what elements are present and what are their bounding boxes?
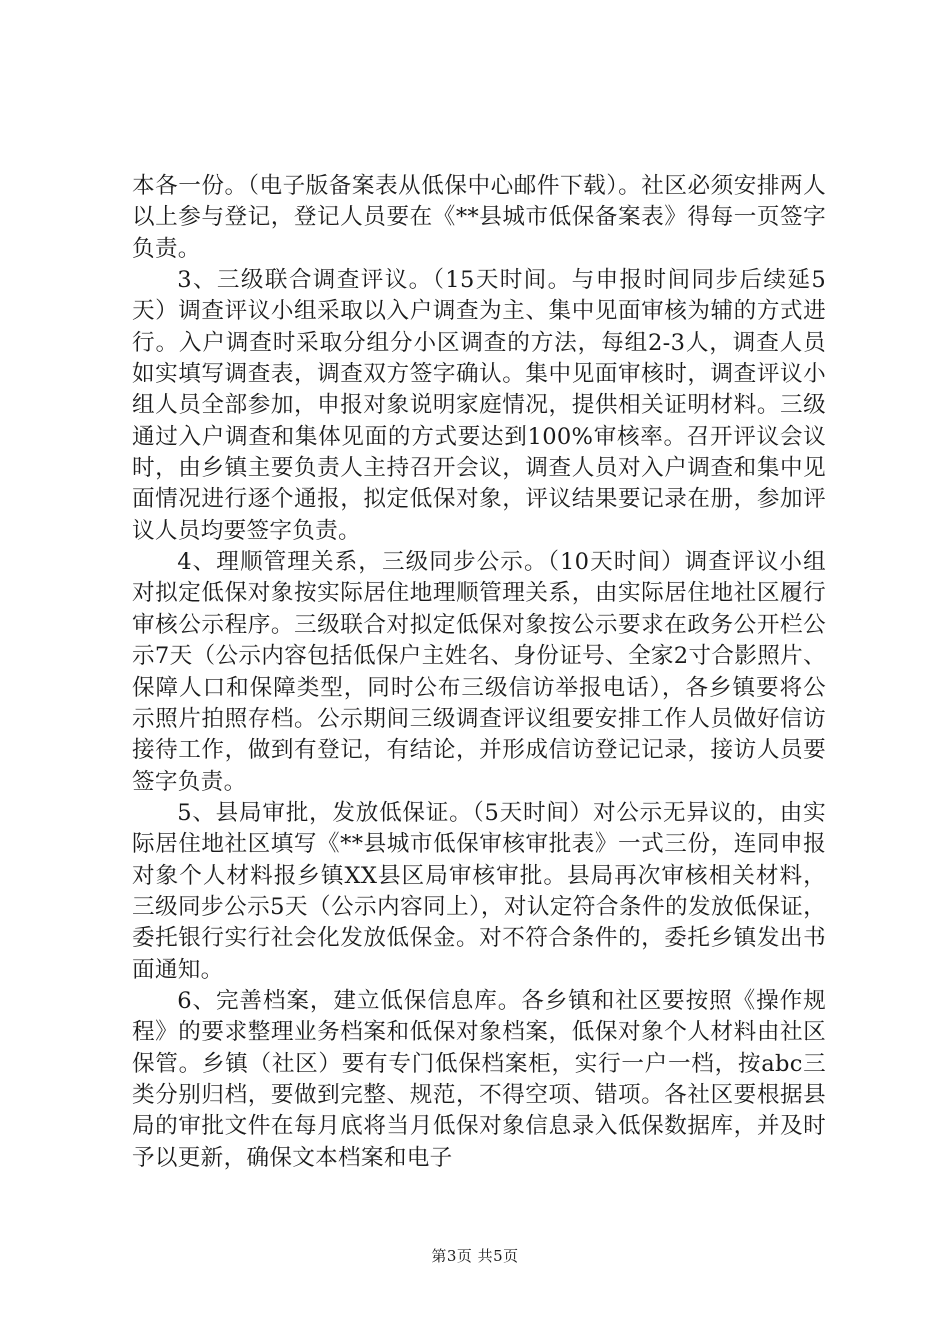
paragraph-item-5: 5、县局审批，发放低保证。（5天时间）对公示无异议的，由实际居住地社区填写《**县城市低保审核审批表》一式三份，连同申报对象个人材料报乡镇XX县区局审核审批。县局再次审核相关材料，三级同步公示5天（公示内容同上），对认定符合条件的发放低保证，委托银行实行社会化发放低保金。对不符合条件的，委托乡镇发出书面通知。	[132, 799, 826, 983]
paragraph-continuation: 本各一份。（电子版备案表从低保中心邮件下载）。社区必须安排两人以上参与登记，登记人员要在《**县城市低保备案表》得每一页签字负责。	[132, 173, 826, 262]
document-body	[132, 171, 826, 1174]
paragraph-item-3: 3、三级联合调查评议。（15天时间。与申报时间同步后续延5天）调查评议小组采取以入户调查为主、集中见面审核为辅的方式进行。入户调查时采取分组分小区调查的方法，每组2-3人，调查人员如实填写调查表，调查双方签字确认。集中见面审核时，调查评议小组人员全部参加，申报对象说明家庭情况，提供相关证明材料。三级通过入户调查和集体见面的方式要达到100%审核率。召开评议会议时，由乡镇主要负责人主持召开会议，调查人员对入户调查和集中见面情况进行逐个通报，拟定低保对象，评议结果要记录在册，参加评议人员均要签字负责。	[132, 267, 826, 544]
paragraph-item-6: 6、完善档案，建立低保信息库。各乡镇和社区要按照《操作规程》的要求整理业务档案和低保对象档案，低保对象个人材料由社区保管。乡镇（社区）要有专门低保档案柜，实行一户一档，按abc三类分别归档，要做到完整、规范，不得空项、错项。各社区要根据县局的审批文件在每月底将当月低保对象信息录入低保数据库，并及时予以更新，确保文本档案和电子	[132, 987, 826, 1171]
paragraph-item-4: 4、理顺管理关系，三级同步公示。（10天时间）调查评议小组对拟定低保对象按实际居住地理顺管理关系，由实际居住地社区履行审核公示程序。三级联合对拟定低保对象按公示要求在政务公开栏公示7天（公示内容包括低保户主姓名、身份证号、全家2寸合影照片、保障人口和保障类型，同时公布三级信访举报电话），各乡镇要将公示照片拍照存档。公示期间三级调查评议组要安排工作人员做好信访接待工作，做到有登记，有结论，并形成信访登记记录，接访人员要签字负责。	[132, 549, 826, 795]
page-number-footer: 第3页 共5页	[431, 1247, 519, 1265]
